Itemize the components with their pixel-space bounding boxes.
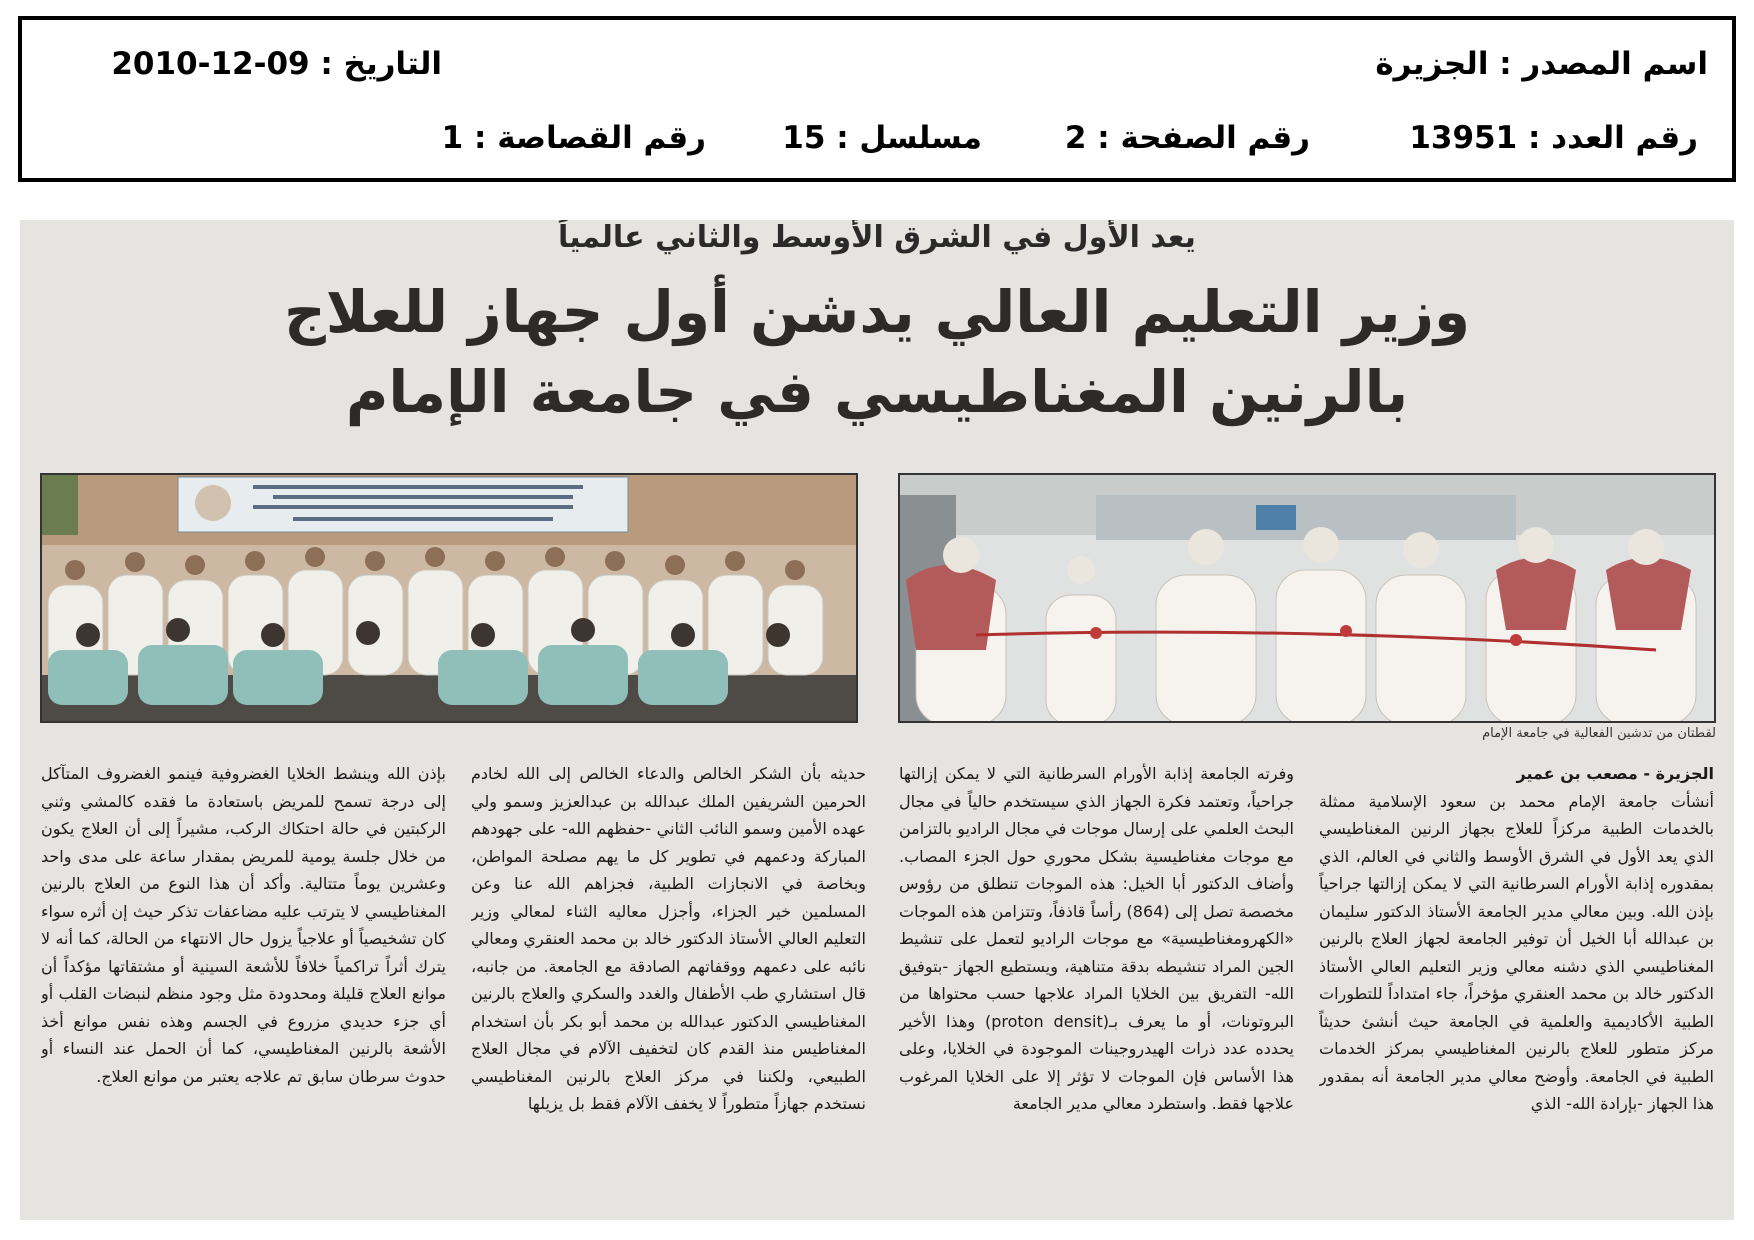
- metadata-box: [18, 16, 1736, 182]
- column-2-text: وفرته الجامعة إذابة الأورام السرطانية التي لا يمكن إزالتها جراحياً، وتعتمد فكرة الجهاز الذي سيستخدم حالياً في مجال البحث العلمي على إرسال موجات في مجال الراديو بالتزامن مع موجات مغناطيسية بشكل محوري حول الجزء المصاب. وأضاف الدكتور أبا الخيل: هذه الموجات تنطلق من رؤوس مخصصة تصل إلى (864) رأساً قاذفاً، وتتزامن هذه الموجات «الكهرومغناطيسية» مع موجات الراديو لتعمل على تنشيط الجين المراد تنشيطه بدقة متناهية، ويستطيع الجهاز -بتوفيق الله- التفريق بين الخلايا المراد علاجها حسب محتواها من البروتونات، أو ما يعرف بـ(proton densit) وهذا الأخير يحدده عدد ذرات الهيدروجينات الموجودة في الخلايا، وعلى هذا الأساس فإن الموجات لا تؤثر إلا على الخلايا المرغوب علاجها فقط. واستطرد معالي مدير الجامعة: [899, 764, 1294, 1113]
- headline-line-2: بالرنين المغناطيسي في جامعة الإمام: [345, 358, 1409, 426]
- page-number: رقم الصفحة : 2: [1064, 120, 1310, 156]
- column-3-text: حديثه بأن الشكر الخالص والدعاء الخالص إلى الله لخادم الحرمين الشريفين الملك عبدالله بن عبدالعزيز وسمو ولي عهده الأمين وسمو النائب الثاني -حفظهم الله- على جهودهم المباركة ودعمهم في تطوير كل ما يهم مصلحة المواطن، وبخاصة في الانجازات الطبية، فجزاهم الله عنا وعن المسلمين خير الجزاء، وأجزل معاليه الثناء لمعالي وزير التعليم العالي الأستاذ الدكتور خالد بن محمد العنقري ومعالي نائبه على دعمهم ووقفاتهم الصادقة مع الجامعة. من جانبه، قال استشاري طب الأطفال والغدد والسكري والعلاج بالرنين المغناطيسي الدكتور عبدالله بن محمد أبو بكر بأن استخدام المغناطيس منذ القدم كان لتخفيف الآلام في مجال العلاج الطبيعي، ولكننا في مركز العلاج بالرنين المغناطيسي نستخدم جهازاً متطوراً لا يخفف الآلام فقط بل يزيلها: [471, 764, 866, 1113]
- article-column-3: [471, 760, 866, 1220]
- clipping-number: رقم القصاصة : 1: [441, 120, 706, 156]
- article-column-4: [41, 760, 446, 1220]
- newspaper-clipping: [20, 220, 1734, 1220]
- group-photo-illustration: [40, 475, 856, 723]
- serial-number: مسلسل : 15: [782, 120, 982, 156]
- headline-line-1: وزير التعليم العالي يدشن أول جهاز للعلاج: [283, 278, 1471, 346]
- photo-caption: لقطتان من تدشين الفعالية في جامعة الإمام: [1482, 726, 1716, 741]
- ribbon-cutting-photo: [898, 473, 1716, 723]
- group-staff-photo: [40, 473, 858, 723]
- ribbon-cutting-illustration: [898, 475, 1714, 723]
- article-column-1: [1319, 760, 1714, 1220]
- column-4-text: بإذن الله وينشط الخلايا الغضروفية فينمو الغضروف المتآكل إلى درجة تسمح للمريض باستعادة ما فقده كالمشي وثني الركبتين في حالة احتكاك الركب، مشيراً إلى أن العلاج يكون من خلال جلسة يومية للمريض بمقدار ساعة على مدى واحد وعشرين يوماً متتالية. وأكد أن هذا النوع من العلاج بالرنين المغناطيسي لا يترتب عليه مضاعفات تذكر حيث إن أثره سواء كان تشخيصياً أو علاجياً يزول حال الانتهاء من الحالة، كما أنه لا يترك أثراً تراكمياً خلافاً للأشعة السينية أو مشتقاتها مؤكداً أن موانع العلاج قليلة ومحدودة مثل وجود منظم لنبضات القلب أو أي جزء حديدي مزروع في الجسم وهذه نفس موانع أخذ الأشعة بالرنين المغناطيسي، كما أن الحمل عند النساء أو حدوث سرطان سابق تم علاجه يعتبر من موانع العلاج.: [41, 764, 446, 1086]
- publication-date: التاريخ : 09-12-2010: [111, 46, 442, 82]
- issue-number: رقم العدد : 13951: [1409, 120, 1698, 156]
- article-column-2: [899, 760, 1294, 1220]
- source-name: اسم المصدر : الجزيرة: [1375, 46, 1708, 82]
- article-kicker: يعد الأول في الشرق الأوسط والثاني عالمياً: [558, 220, 1196, 255]
- article-byline: الجزيرة - مصعب بن عمير: [1516, 764, 1714, 783]
- column-1-text: أنشأت جامعة الإمام محمد بن سعود الإسلامية ممثلة بالخدمات الطبية مركزاً للعلاج بجهاز الرنين المغناطيسي الذي يعد الأول في الشرق الأوسط والثاني في العالم، الذي بمقدوره إذابة الأورام السرطانية التي لا يمكن إزالتها جراحياً بإذن الله. وبين معالي مدير الجامعة الأستاذ الدكتور سليمان بن عبدالله أبا الخيل أن توفير الجامعة لجهاز العلاج بالرنين المغناطيسي الذي دشنه معالي وزير التعليم العالي الأستاذ الدكتور خالد بن محمد العنقري مؤخراً، جاء امتداداً للتطورات الطبية الأكاديمية والعلمية في الجامعة حيث أنشئ حديثاً مركز متطور للعلاج بالرنين المغناطيسي بمركز الخدمات الطبية في الجامعة. وأوضح معالي مدير الجامعة أنه بمقدور هذا الجهاز -بإرادة الله- الذي: [1319, 791, 1714, 1113]
